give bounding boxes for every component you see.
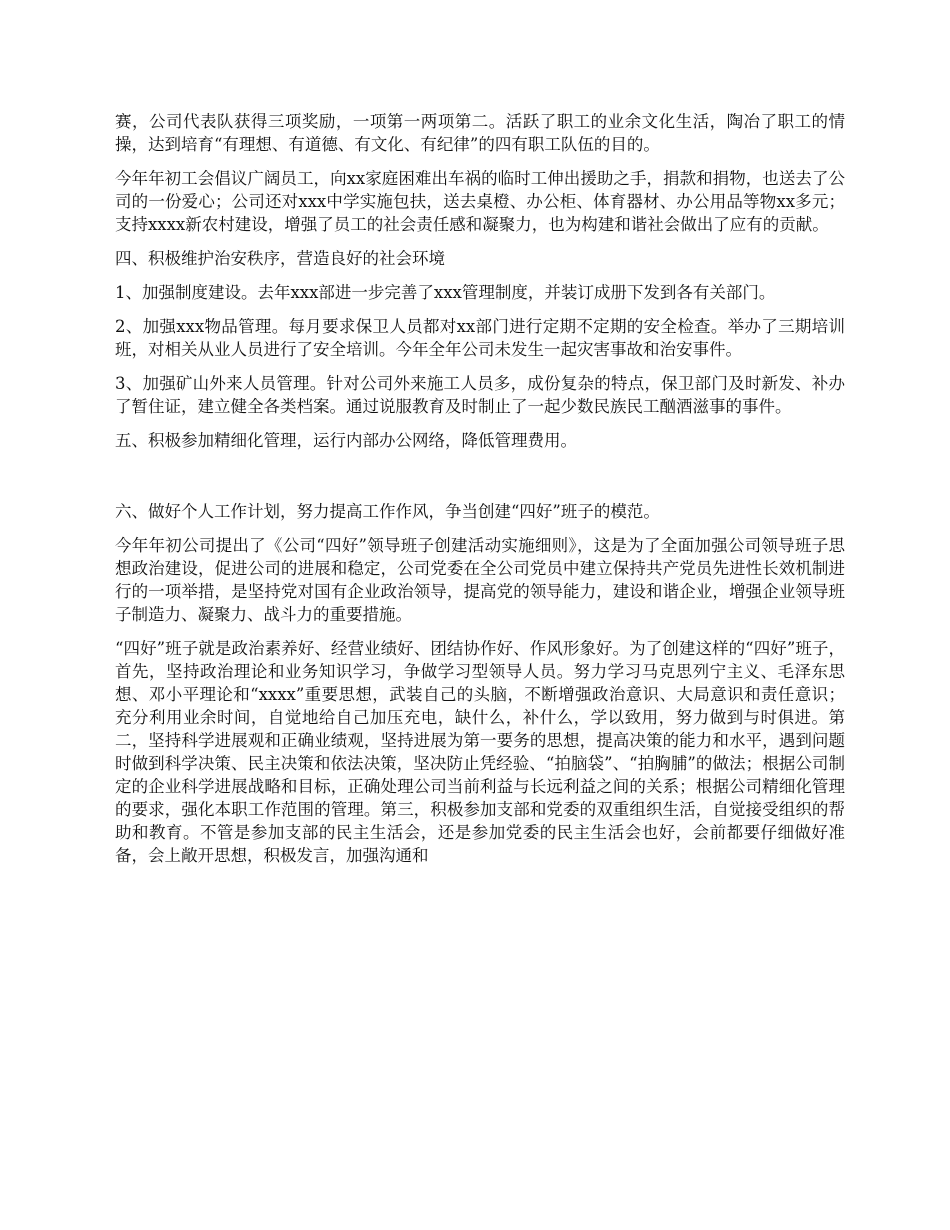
list-item-personnel-management: 3、加强矿山外来人员管理。针对公司外来施工人员多，成份复杂的特点，保卫部门及时新发、补办了暂住证，建立健全各类档案。通过说服教育及时制止了一起少数民族民工酗酒滋事的事件。 <box>115 374 845 416</box>
section-heading-refined-management: 五、积极参加精细化管理，运行内部办公网络，降低管理费用。 <box>115 431 577 450</box>
section-heading-security: 四、积极维护治安秩序，营造良好的社会环境 <box>115 249 445 268</box>
document-body <box>115 110 845 878</box>
paragraph-charity: 今年年初工会倡议广阔员工，向xx家庭困难出车祸的临时工伸出援助之手，捐款和捐物，也送去了公司的一份爱心；公司还对xxx中学实施包扶，送去桌橙、办公柜、体育器材、办公用品等物xx多元；支持xxxx新农村建设，增强了员工的社会责任感和凝聚力，也为构建和谐社会做出了应有的贡献。 <box>115 169 845 234</box>
list-item-system-building: 1、加强制度建设。去年xxx部进一步完善了xxx管理制度，并装订成册下发到各有关部门。 <box>115 283 776 302</box>
list-item-goods-management: 2、加强xxx物品管理。每月要求保卫人员都对xx部门进行定期不定期的安全检查。举办了三期培训班，对相关从业人员进行了安全培训。今年全年公司未发生一起灾害事故和治安事件。 <box>115 317 845 359</box>
paragraph-four-good-rules: 今年年初公司提出了《公司“四好”领导班子创建活动实施细则》，这是为了全面加强公司领导班子思想政治建设，促进公司的进展和稳定，公司党委在全公司党员中建立保持共产党员先进性长效机制进行的一项举措，是坚持党对国有企业政治领导，提高党的领导能力，建设和谐企业，增强企业领导班子制造力、凝聚力、战斗力的重要措施。 <box>115 536 845 624</box>
paragraph-activities: 赛，公司代表队获得三项奖励，一项第一两项第二。活跃了职工的业余文化生活，陶冶了职工的情操，达到培育“有理想、有道德、有文化、有纪律”的四有职工队伍的目的。 <box>115 112 845 154</box>
section-heading-work-plan: 六、做好个人工作计划，努力提高工作作风，争当创建“四好”班子的模范。 <box>115 502 660 521</box>
paragraph-four-good-team: “四好”班子就是政治素养好、经营业绩好、团结协作好、作风形象好。为了创建这样的“四好”班子，首先，坚持政治理论和业务知识学习，争做学习型领导人员。努力学习马克思列宁主义、毛泽东思想、邓小平理论和“xxxx”重要思想，武装自己的头脑，不断增强政治意识、大局意识和责任意识；充分利用业余时间，自觉地给自己加压充电，缺什么，补什么，学以致用，努力做到与时俱进。第二，坚持科学进展观和正确业绩观，坚持进展为第一要务的思想，提高决策的能力和水平，遇到问题时做到科学决策、民主决策和依法决策，坚决防止凭经验、“拍脑袋”、“拍胸脯”的做法；根据公司制定的企业科学进展战略和目标，正确处理公司当前利益与长远利益之间的关系；根据公司精细化管理的要求，强化本职工作范围的管理。第三，积极参加支部和党委的双重组织生活，自觉接受组织的帮助和教育。不管是参加支部的民主生活会，还是参加党委的民主生活会也好，会前都要仔细做好准备，会上敞开思想，积极发言，加强沟通和 <box>115 639 845 865</box>
